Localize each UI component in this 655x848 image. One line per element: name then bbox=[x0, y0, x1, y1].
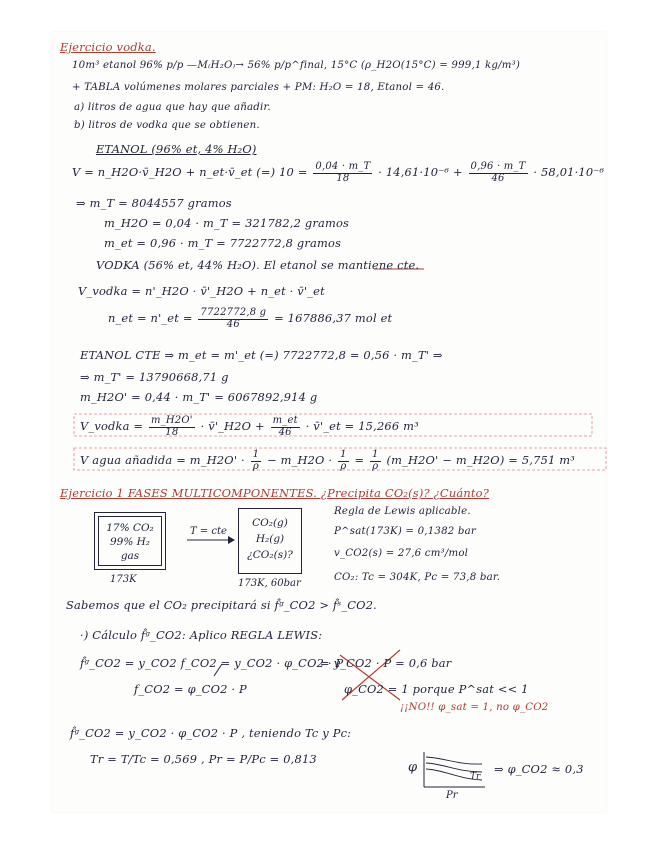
frac7-den: ρ bbox=[340, 460, 347, 472]
box2-line2: H₂(g) bbox=[255, 533, 285, 545]
eq-v-part3: · 58,01·10⁻⁶ bbox=[533, 165, 605, 179]
psat-value: P^sat(173K) = 0,1382 bar bbox=[334, 526, 476, 537]
eq-vv-part1: V_vodka = bbox=[80, 419, 144, 433]
result-mtprime: ⇒ m_T' = 13790668,71 g bbox=[80, 370, 229, 384]
section-etanol: ETANOL (96% et, 4% H₂O) bbox=[96, 142, 257, 156]
eq-net-part2: = 167886,37 mol et bbox=[274, 311, 393, 325]
box1-line1: 17% CO₂ bbox=[106, 522, 154, 534]
graph-y-label: φ bbox=[408, 760, 418, 775]
frac8-num: 1 bbox=[372, 449, 379, 460]
eq-v-part1: V = n_H2O·v̄_H2O + n_et·v̄_et (=) 10 = bbox=[72, 165, 308, 179]
box1-line3: gas bbox=[120, 550, 140, 562]
line-sabemos: Sabemos que el CO₂ precipitará si f̂ᵍ_CO2 > f̂ˢ_CO2. bbox=[66, 598, 377, 612]
eq-va-part3: = bbox=[354, 453, 365, 467]
frac3-den: 46 bbox=[226, 318, 240, 330]
graph-tr-label: Tr bbox=[470, 772, 481, 782]
line-tabla: + TABLA volúmenes molares parciales + PM: H₂O = 18, Etanol = 46. bbox=[72, 82, 445, 93]
frac8-den: ρ bbox=[372, 460, 379, 472]
box2-line3: ¿CO₂(s)? bbox=[247, 549, 293, 561]
frac5-den: 46 bbox=[278, 426, 292, 438]
line-etanol-cte: ETANOL CTE ⇒ m_et = m'_et (=) 7722772,8 = 0,56 · m_T' ⇒ bbox=[80, 348, 443, 362]
frac1-den: 18 bbox=[336, 172, 350, 184]
eq-phi-assumption: φ_CO2 = 1 porque P^sat << 1 bbox=[344, 682, 529, 696]
result-mh2o: m_H2O = 0,04 · m_T = 321782,2 gramos bbox=[104, 216, 350, 230]
arrow-label: T = cte bbox=[190, 526, 227, 537]
eq-net-part1: n_et = n'_et = bbox=[108, 311, 193, 325]
eq-fugacity-lewis: = y_CO2 · P = 0,6 bar bbox=[320, 656, 452, 670]
eq-v-part2: · 14,61·10⁻⁶ + bbox=[378, 165, 463, 179]
frac2-den: 46 bbox=[491, 172, 505, 184]
graph-curve-1 bbox=[426, 757, 482, 764]
initial-state-box bbox=[94, 512, 166, 570]
frac7-num: 1 bbox=[340, 449, 347, 460]
heading-vodka: Ejercicio vodka. bbox=[60, 40, 156, 54]
box2-line1: CO₂(g) bbox=[252, 517, 288, 529]
result-mh2oprime: m_H2O' = 0,44 · m_T' = 6067892,914 g bbox=[80, 390, 318, 404]
equation-vvodka: V_vodka = n'_H2O · v̄'_H2O + n_et · v̄'_et bbox=[78, 284, 325, 298]
fraction-mh2o bbox=[149, 416, 195, 438]
graph-x-label: Pr bbox=[446, 790, 458, 801]
question-a: a) litros de agua que hay que añadir. bbox=[74, 102, 271, 113]
eq-vv-part2: · v̄'_H2O + bbox=[200, 419, 265, 433]
fraction-inv-rho-2 bbox=[338, 450, 349, 472]
line-calculo: ·) Cálculo f̂ᵍ_CO2: Aplico REGLA LEWIS: bbox=[80, 628, 323, 642]
question-b: b) litros de vodka que se obtienen. bbox=[74, 120, 260, 131]
frac1-num: 0,04 · m_T bbox=[315, 161, 371, 172]
box2-caption: 173K, 60bar bbox=[238, 578, 301, 589]
eq-reduced: Tr = T/Tc = 0,569 , Pr = P/Pc = 0,813 bbox=[90, 752, 317, 766]
fraction-water bbox=[313, 162, 372, 184]
eq-fugacity: f̂ᵍ_CO2 = y_CO2 f_CO2 = y_CO2 · φ_CO2 · P bbox=[80, 656, 344, 670]
fraction-inv-rho-1 bbox=[251, 450, 262, 472]
vco2-value: v_CO2(s) = 27,6 cm³/mol bbox=[334, 548, 469, 559]
frac3-num: 7722772,8 g bbox=[200, 307, 267, 318]
eq-va-part1: V agua añadida = m_H2O' · bbox=[80, 453, 245, 467]
equation-vagua bbox=[80, 450, 575, 472]
process-arrowhead bbox=[228, 536, 235, 544]
result-met: m_et = 0,96 · m_T = 7722772,8 gramos bbox=[104, 236, 342, 250]
eq-fugacity-tcpc: f̂ᵍ_CO2 = y_CO2 · φ_CO2 · P , teniendo Tc y Pc: bbox=[70, 726, 352, 740]
equation-volume bbox=[72, 162, 604, 184]
eq-f-pure: f_CO2 = φ_CO2 · P bbox=[134, 682, 247, 696]
equation-vvodka-result bbox=[80, 416, 419, 438]
box1-line2: 99% H₂ bbox=[109, 536, 151, 548]
section-vodka: VODKA (56% et, 44% H₂O). El etanol se mantiene cte. bbox=[96, 258, 420, 272]
frac4-den: 18 bbox=[165, 426, 179, 438]
fraction-inv-rho-3 bbox=[370, 450, 381, 472]
frac2-num: 0,96 · m_T bbox=[470, 161, 526, 172]
frac4-num: m_H2O' bbox=[151, 415, 193, 426]
equation-net bbox=[108, 308, 392, 330]
fraction-ethanol bbox=[469, 162, 528, 184]
eq-va-part4: (m_H2O' − m_H2O) = 5,751 m³ bbox=[386, 453, 576, 467]
eq-va-part2: − m_H2O · bbox=[267, 453, 333, 467]
frac6-num: 1 bbox=[252, 449, 260, 460]
co2-critical: CO₂: Tc = 304K, Pc = 73,8 bar. bbox=[334, 572, 501, 583]
frac6-den: ρ bbox=[252, 460, 259, 472]
result-phi: ⇒ φ_CO2 ≈ 0,3 bbox=[494, 762, 584, 776]
fraction-net bbox=[198, 308, 268, 330]
frac5-num: m_et bbox=[272, 415, 298, 426]
fraction-met bbox=[271, 416, 300, 438]
heading-ejercicio1: Ejercicio 1 FASES MULTICOMPONENTES. ¿Precipita CO₂(s)? ¿Cuánto? bbox=[60, 486, 490, 500]
result-mt: ⇒ m_T = 8044557 gramos bbox=[76, 196, 232, 210]
final-state-box bbox=[238, 508, 302, 574]
box1-caption: 173K bbox=[110, 574, 137, 585]
line-statement: 10m³ etanol 96% p/p —M₍H₂O₎→ 56% p/p^final, 15°C (ρ_H2O(15°C) = 999,1 kg/m³) bbox=[72, 60, 521, 71]
correction-note: ¡¡NO!! φ_sat = 1, no φ_CO2 bbox=[400, 702, 549, 713]
rule-lewis: Regla de Lewis aplicable. bbox=[334, 506, 471, 517]
eq-vv-part3: · v̄'_et = 15,266 m³ bbox=[305, 419, 419, 433]
